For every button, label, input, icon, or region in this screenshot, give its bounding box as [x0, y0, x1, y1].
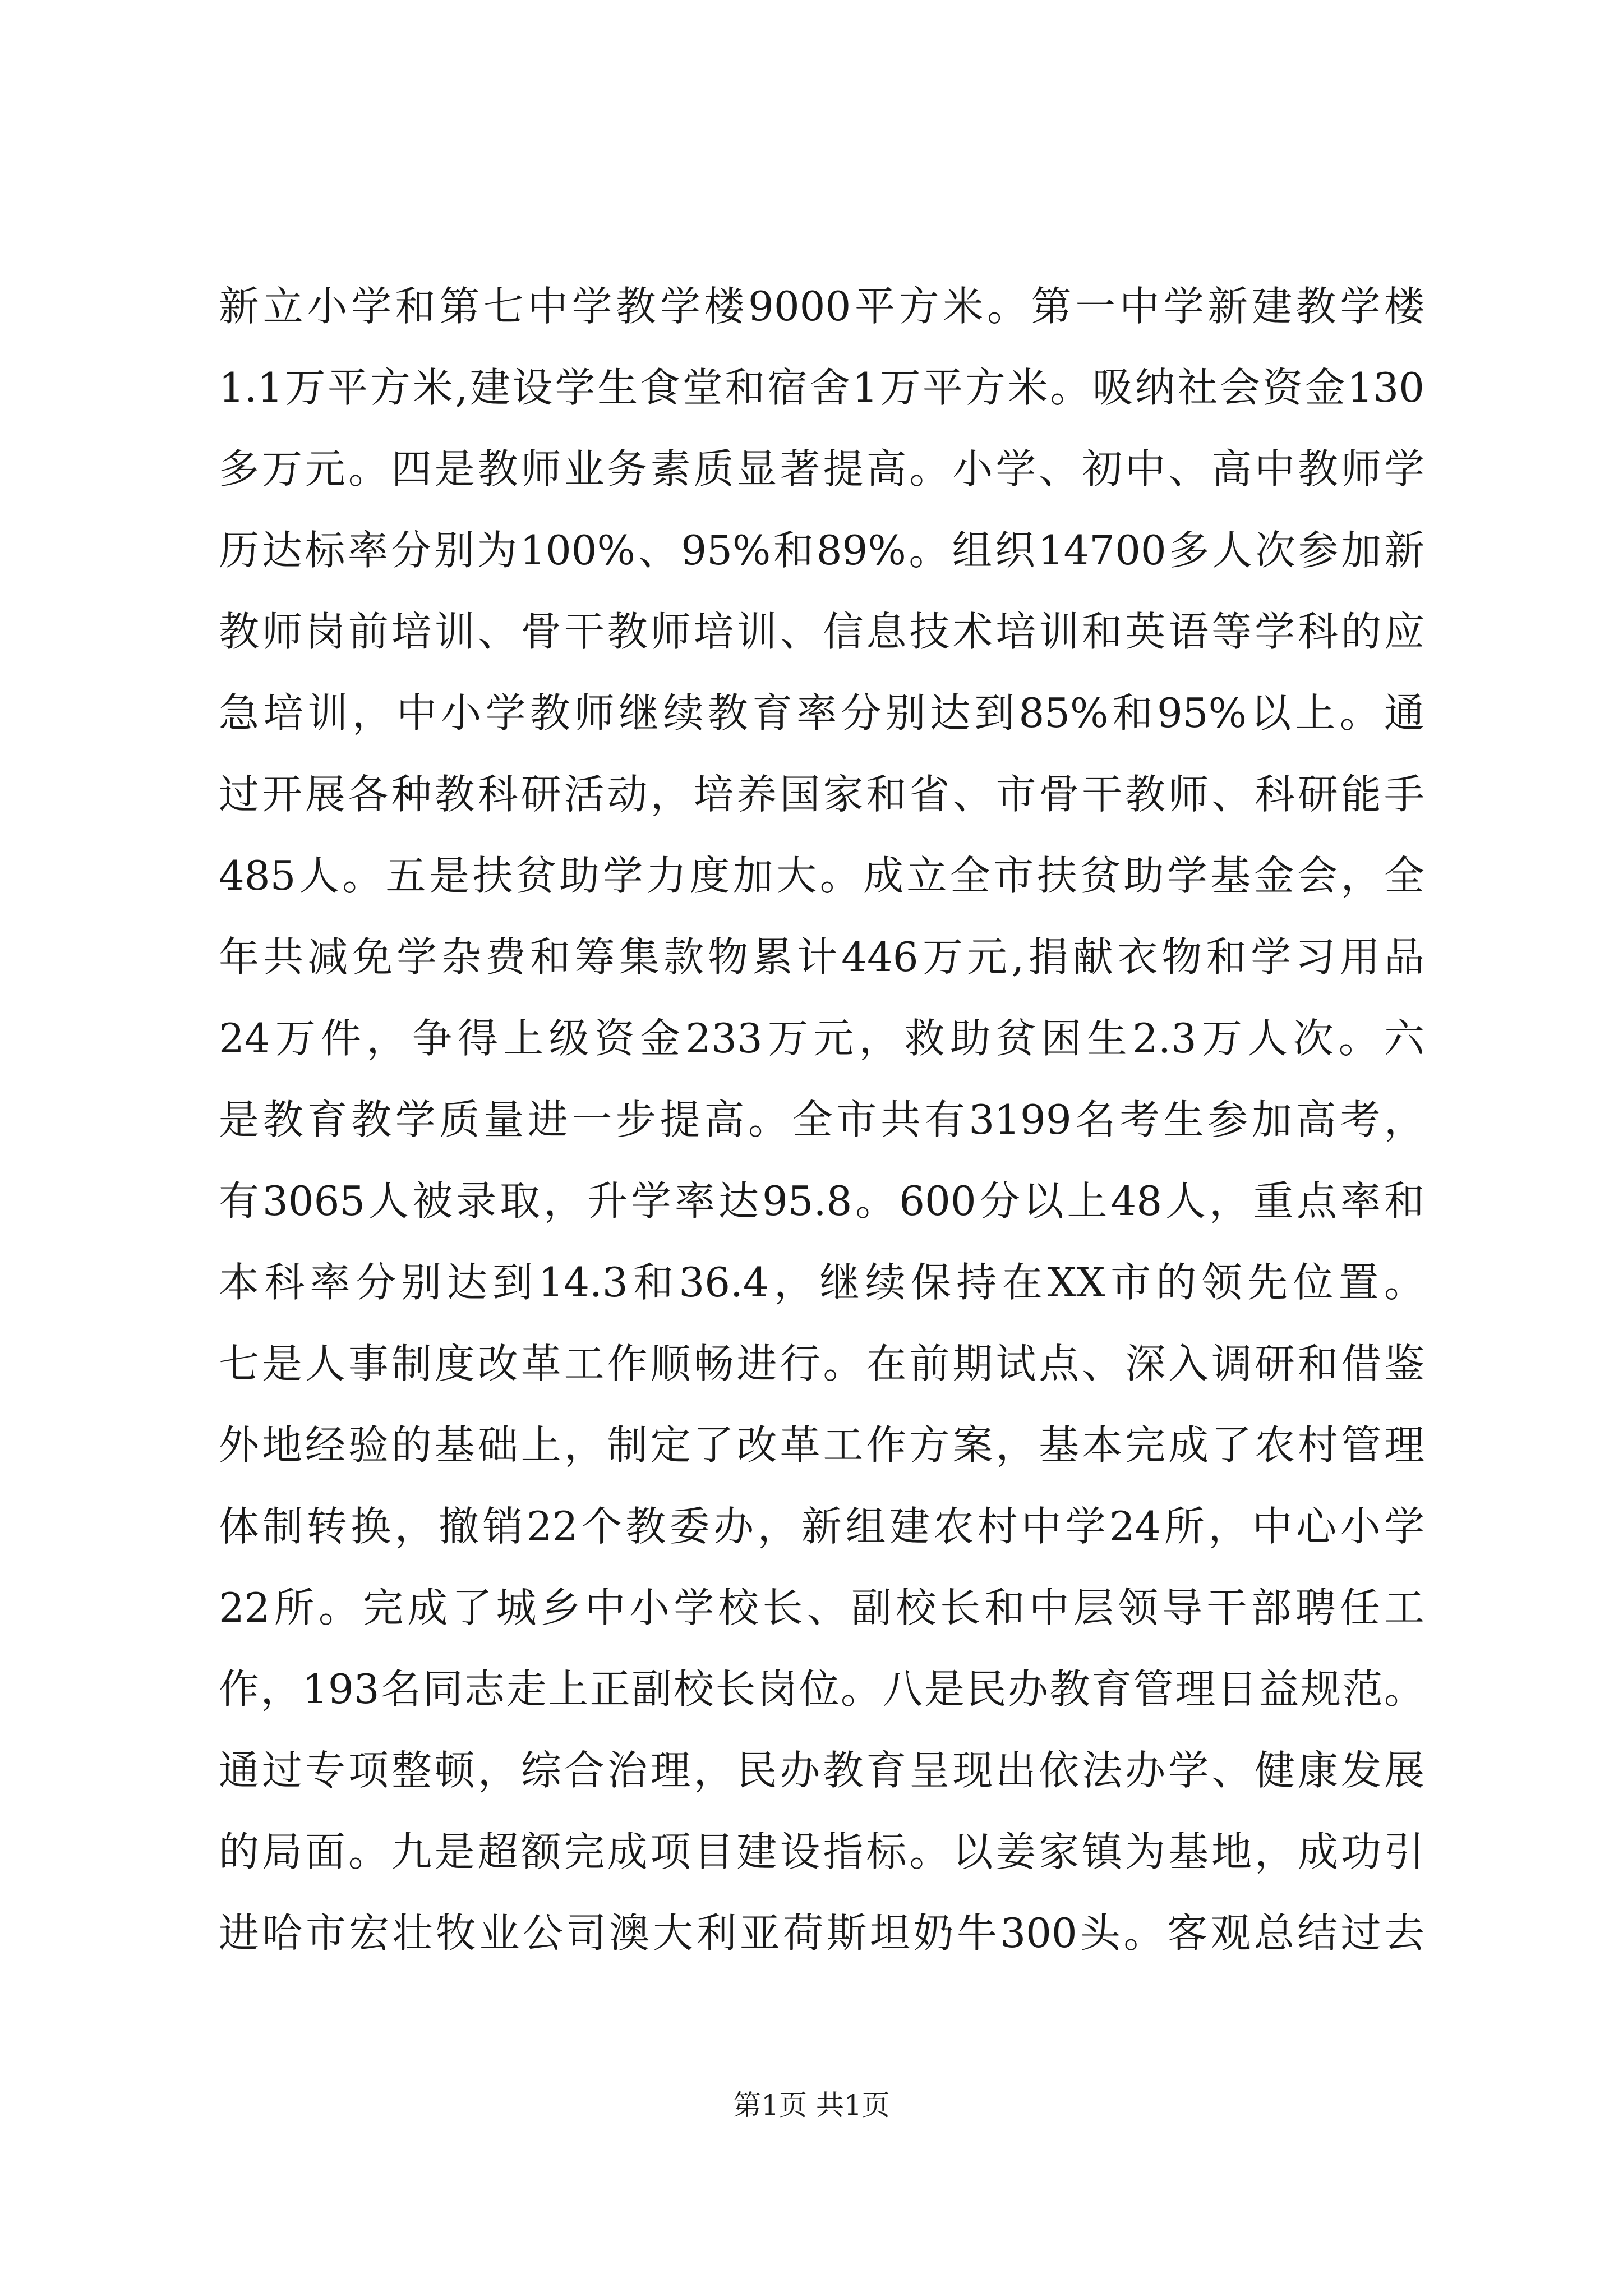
text-line: 24万件，争得上级资金233万元，救助贫困生2.3万人次。六	[219, 1015, 1424, 1062]
text-line: 485人。五是扶贫助学力度加大。成立全市扶贫助学基金会，全	[219, 852, 1424, 899]
text-line: 本科率分别达到14.3和36.4，继续保持在XX市的领先位置。	[219, 1259, 1424, 1306]
page-number-label: 第1页 共1页	[733, 2089, 890, 2122]
text-line: 教师岗前培训、骨干教师培训、信息技术培训和英语等学科的应	[219, 608, 1424, 655]
text-line: 过开展各种教科研活动，培养国家和省、市骨干教师、科研能手	[219, 771, 1424, 818]
body-paragraph	[219, 266, 1424, 1974]
text-line: 急培训，中小学教师继续教育率分别达到85%和95%以上。通	[219, 689, 1424, 737]
text-line: 多万元。四是教师业务素质显著提高。小学、初中、高中教师学	[219, 445, 1424, 493]
text-line: 的局面。九是超额完成项目建设指标。以姜家镇为基地，成功引	[219, 1828, 1424, 1875]
text-line: 进哈市宏壮牧业公司澳大利亚荷斯坦奶牛300头。客观总结过去	[219, 1910, 1424, 1957]
text-line: 22所。完成了城乡中小学校长、副校长和中层领导干部聘任工	[219, 1584, 1424, 1631]
text-line: 是教育教学质量进一步提高。全市共有3199名考生参加高考，	[219, 1096, 1424, 1143]
page-footer	[0, 2086, 1623, 2125]
text-line: 历达标率分别为100%、95%和89%。组织14700多人次参加新	[219, 527, 1424, 574]
text-line: 通过专项整顿，综合治理，民办教育呈现出依法办学、健康发展	[219, 1747, 1424, 1794]
text-line: 体制转换，撤销22个教委办，新组建农村中学24所，中心小学	[219, 1503, 1424, 1550]
text-line: 外地经验的基础上，制定了改革工作方案，基本完成了农村管理	[219, 1421, 1424, 1469]
text-line: 1.1万平方米,建设学生食堂和宿舍1万平方米。吸纳社会资金130	[219, 364, 1424, 411]
text-line: 新立小学和第七中学教学楼9000平方米。第一中学新建教学楼	[219, 283, 1424, 330]
text-line: 七是人事制度改革工作顺畅进行。在前期试点、深入调研和借鉴	[219, 1340, 1424, 1387]
text-line: 作，193名同志走上正副校长岗位。八是民办教育管理日益规范。	[219, 1665, 1424, 1713]
text-line: 年共减免学杂费和筹集款物累计446万元,捐献衣物和学习用品	[219, 933, 1424, 981]
text-line: 有3065人被录取，升学率达95.8。600分以上48人，重点率和	[219, 1177, 1424, 1225]
